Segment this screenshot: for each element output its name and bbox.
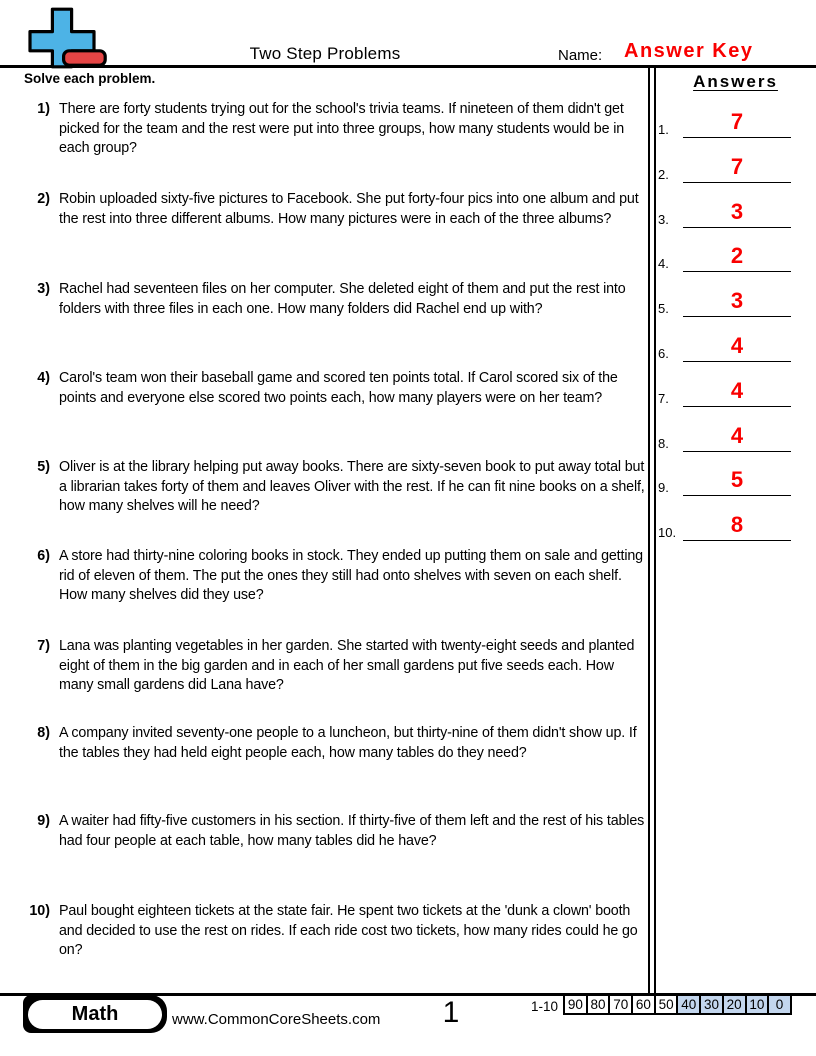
subject-badge: [23, 995, 167, 1033]
answer-blank: 2: [683, 244, 791, 272]
problem-text: Carol's team won their baseball game and scored ten points total. If Carol scored six of the points and everyone else scored two points each, how many players were on her team?: [59, 370, 618, 406]
instructions-text: Solve each problem.: [24, 71, 156, 86]
score-cell: 60: [631, 994, 656, 1015]
subject-badge-label: Math: [28, 1000, 162, 1029]
answer-blank: 4: [683, 379, 791, 407]
problem-number: 3): [37, 281, 50, 297]
problem-item-9: [24, 812, 646, 851]
answer-blank: 4: [683, 424, 791, 452]
answer-blank: 3: [683, 200, 791, 228]
answer-row-10: [655, 507, 816, 541]
problem-item-6: [24, 547, 646, 606]
problem-text: Paul bought eighteen tickets at the state fair. He spent two tickets at the 'dunk a clown' booth and decided to use the rest on rides. If each ride cost two tickets, how many rides could he go on?: [59, 903, 638, 958]
answer-row-5: [655, 283, 816, 317]
header-rule: [0, 65, 816, 68]
problem-item-2: [24, 190, 646, 229]
problem-number: 6): [37, 548, 50, 564]
answer-blank: 7: [683, 110, 791, 138]
page-title: Two Step Problems: [249, 44, 401, 63]
score-range-label: 1-10: [530, 999, 558, 1014]
score-cell: 40: [676, 994, 701, 1015]
problem-text: A store had thirty-nine coloring books in stock. They ended up putting them on sale and getting rid of eleven of them. The put the ones they still had onto shelves with seven on each shelf. How many shelves did they use?: [59, 548, 643, 603]
plus-minus-logo-icon: [22, 6, 110, 70]
score-cell: 0: [767, 994, 792, 1015]
problem-text: There are forty students trying out for the school's trivia teams. If nineteen of them didn't get picked for the team and the rest were put into three groups, how many students would be in each group?: [59, 101, 625, 156]
problem-number: 8): [37, 725, 50, 741]
answer-row-7: [655, 373, 816, 407]
answer-number: 10.: [658, 525, 677, 540]
score-cell: 30: [699, 994, 724, 1015]
score-cell: 90: [563, 994, 588, 1015]
problem-number: 2): [37, 191, 50, 207]
problem-item-1: [24, 100, 646, 159]
answer-blank: 8: [683, 513, 791, 541]
score-cell: 70: [608, 994, 633, 1015]
problem-text: Rachel had seventeen files on her computer. She deleted eight of them and put the rest into folders with three files in each one. How many folders did Rachel end up with?: [59, 281, 626, 317]
answer-number: 2.: [658, 167, 669, 182]
answer-row-2: [655, 149, 816, 183]
problem-text: A company invited seventy-one people to a luncheon, but thirty-nine of them didn't show up. If the tables they had held eight people each, how many tables do they need?: [59, 725, 637, 761]
answer-row-6: [655, 328, 816, 362]
answer-row-3: [655, 194, 816, 228]
score-cell: 20: [722, 994, 747, 1015]
problem-item-4: [24, 369, 646, 408]
answer-number: 1.: [658, 122, 669, 137]
answer-blank: 7: [683, 155, 791, 183]
problem-text: Oliver is at the library helping put away books. There are sixty-seven book to put away total but a librarian takes forty of them and leaves Oliver with the rest. If he can fit nine books on a shelf, how many shelves will he need?: [59, 459, 645, 514]
website-url: www.CommonCoreSheets.com: [172, 1011, 381, 1028]
problem-item-8: [24, 724, 646, 763]
answer-number: 8.: [658, 436, 669, 451]
answer-row-1: [655, 104, 816, 138]
problem-text: A waiter had fifty-five customers in his section. If thirty-five of them left and the rest of his tables had four people at each table, how many tables did he have?: [59, 813, 645, 849]
score-cell: 50: [654, 994, 679, 1015]
answer-blank: 5: [683, 468, 791, 496]
score-table: [563, 994, 792, 1015]
problem-item-3: [24, 280, 646, 319]
page-number: 1: [442, 996, 460, 1029]
score-cell: 10: [745, 994, 770, 1015]
problem-text: Robin uploaded sixty-five pictures to Facebook. She put forty-four pics into one album and put the rest into three different albums. How many pictures were in each of the three albums?: [59, 191, 639, 227]
problem-number: 5): [37, 459, 50, 475]
score-cell: 80: [586, 994, 611, 1015]
answers-title: Answers: [693, 72, 778, 91]
problem-number: 10): [29, 903, 50, 919]
answer-blank: 3: [683, 289, 791, 317]
problem-item-5: [24, 458, 646, 517]
problem-number: 9): [37, 813, 50, 829]
answer-number: 7.: [658, 391, 669, 406]
answer-number: 9.: [658, 480, 669, 495]
answer-number: 6.: [658, 346, 669, 361]
problem-item-10: [24, 902, 646, 961]
problem-number: 4): [37, 370, 50, 386]
answer-number: 3.: [658, 212, 669, 227]
answer-number: 4.: [658, 256, 669, 271]
answer-blank: 4: [683, 334, 791, 362]
answer-row-9: [655, 462, 816, 496]
problem-number: 7): [37, 638, 50, 654]
answer-number: 5.: [658, 301, 669, 316]
answer-row-8: [655, 418, 816, 452]
problem-number: 1): [37, 101, 50, 117]
answer-key-text: Answer Key: [624, 40, 754, 62]
name-label: Name:: [558, 47, 603, 64]
answer-row-4: [655, 238, 816, 272]
problem-item-7: [24, 637, 646, 696]
problem-text: Lana was planting vegetables in her garden. She started with twenty-eight seeds and planted eight of them in the big garden and in each of her small gardens put five seeds each. How many small gardens did Lana have?: [59, 638, 635, 693]
